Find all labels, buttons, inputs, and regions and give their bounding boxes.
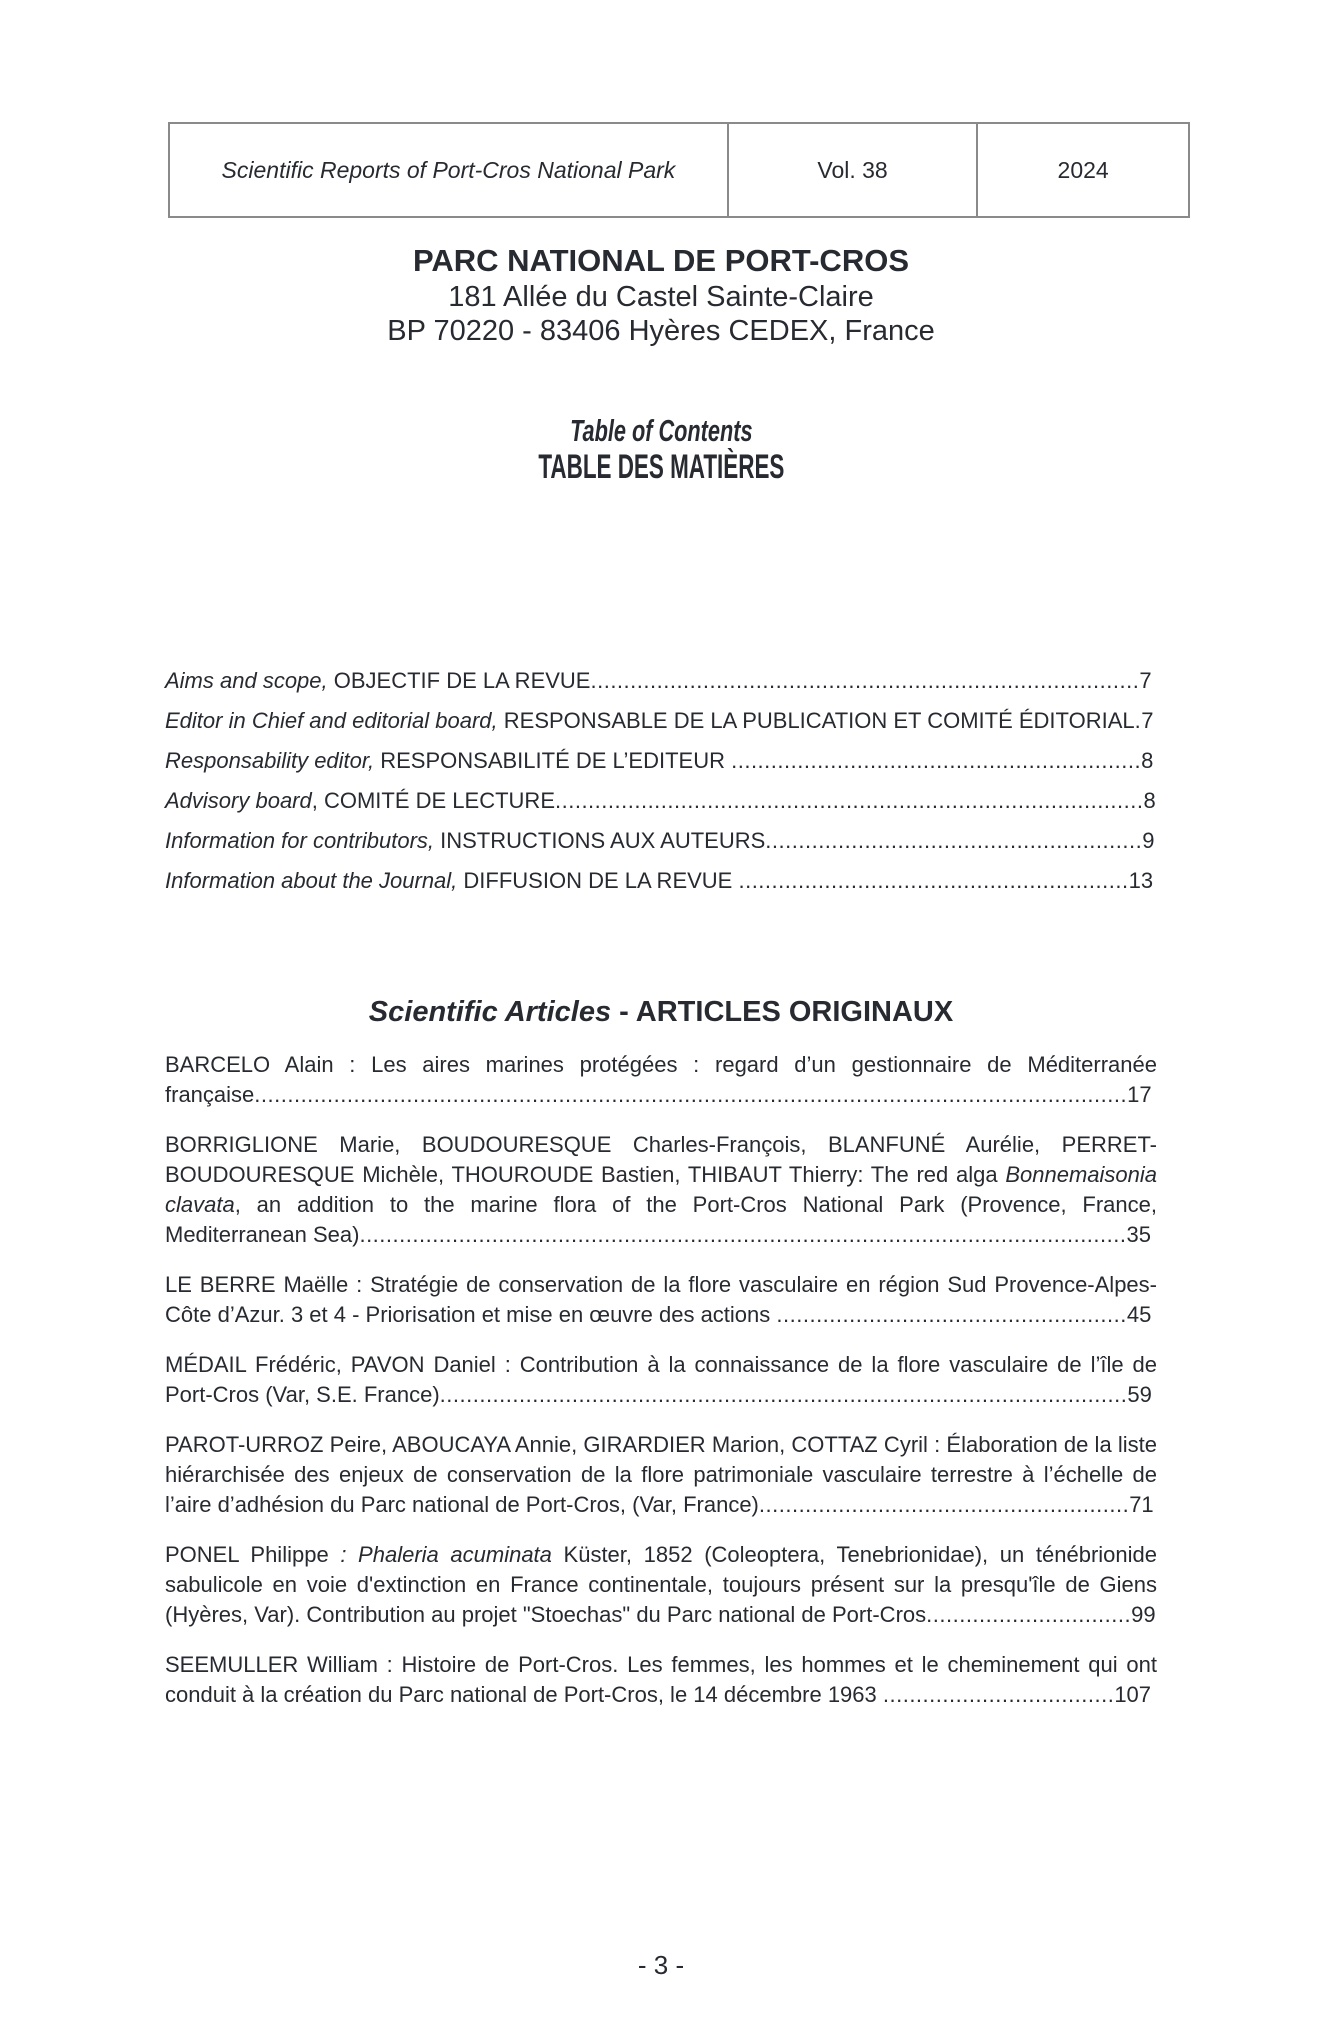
page-ref: 35 [1126,1222,1151,1247]
dot-leader: . [1134,708,1142,733]
article-entry [165,1430,1157,1520]
article-text: Küster, 1852 (Coleoptera, Tenebrionidae), un ténébrionide sabulicole en voie d'extinction en France continentale, toujours présent sur la presqu'île de Giens (Hyères, Var). Contribution au projet "Stoechas" du Parc national de Port-Cros [165,1542,1157,1627]
header-cell-journal [170,124,727,216]
article-entry [165,1540,1157,1630]
toc-entry-italic: Aims and scope, [165,668,328,693]
article-text: SEEMULLER William : Histoire de Port-Cros. Les femmes, les hommes et le cheminement qui ont conduit à la création du Parc national de Port-Cros, le 14 décembre 1963 [165,1652,1157,1707]
page-ref: 9 [1142,828,1155,853]
address-line-1: 181 Allée du Castel Sainte-Claire [448,281,874,313]
toc-entry [165,866,1157,896]
toc-title-en [0,414,1322,448]
toc-entry-caps: INSTRUCTIONS AUX AUTEURS [434,828,766,853]
page-number: - 3 - [637,1950,685,1980]
articles-list [165,1050,1157,1730]
dot-leader: ........................................................... [738,868,1129,893]
article-text: BARCELO Alain : Les aires marines protégées : regard d’un gestionnaire de Méditerranée française [165,1052,1157,1107]
address-line-2: BP 70220 - 83406 Hyères CEDEX, France [387,315,935,347]
article-entry [165,1050,1157,1110]
toc-entry-italic: Responsability editor, [165,748,375,773]
journal-header-table [168,122,1190,218]
articles-heading-sep: - [611,996,636,1028]
articles-heading-en: Scientific Articles [368,996,612,1028]
article-entry [165,1650,1157,1710]
toc-title-fr-text: TABLE DES MATIÈRES [537,448,785,486]
article-text: , an addition to the marine flora of the Port-Cros National Park (Provence, France, Mediterranean Sea) [165,1192,1157,1247]
toc-entry-italic: Information about the Journal, [165,868,458,893]
header-cell-year [976,124,1188,216]
articles-heading-fr: ARTICLES ORIGINAUX [635,996,954,1028]
dot-leader: ................................... [882,1682,1115,1707]
address-block [0,242,1322,348]
journal-title-text: Scientific Reports of Port-Cros National Park [221,156,676,183]
dot-leader: ..................................................... [776,1302,1127,1327]
toc-entry-italic: Information for contributors, [165,828,435,853]
toc-entry [165,706,1157,736]
article-entry [165,1350,1157,1410]
article-text: BORRIGLIONE Marie, BOUDOURESQUE Charles-François, BLANFUNÉ Aurélie, PERRET-BOUDOURESQUE Michèle, THOUROUDE Bastien, THIBAUT Thierry: The red alga [165,1132,1157,1187]
article-text: PAROT-URROZ Peire, ABOUCAYA Annie, GIRARDIER Marion, COTTAZ Cyril : Élaboration de la liste hiérarchisée des enjeux de conservation de la flore patrimoniale vasculaire terrestre à l’échelle de l’aire d’adhésion du Parc national de Port-Cros, (Var, France) [165,1432,1157,1517]
toc-title-fr [0,448,1322,486]
toc-heading [0,414,1322,486]
dot-leader: ............................... [926,1602,1132,1627]
dot-leader: .............................................................. [731,748,1142,773]
front-matter-list [165,666,1157,906]
dot-leader: .................................................................................................................................... [254,1082,1128,1107]
page-ref: 45 [1126,1302,1152,1327]
toc-entry-italic: Advisory board [165,788,312,813]
year-text: 2024 [1057,156,1109,183]
page-ref: 13 [1128,868,1154,893]
page-ref: 8 [1143,788,1156,813]
toc-entry [165,746,1157,776]
page-ref: 17 [1127,1082,1152,1107]
toc-entry-caps: DIFFUSION DE LA REVUE [457,868,739,893]
articles-heading [0,995,1322,1029]
article-italic: : Phaleria acuminata [340,1542,552,1567]
volume-text: Vol. 38 [817,156,888,183]
dot-leader: .................................................................................................................... [359,1222,1127,1247]
toc-title-en-text: Table of Contents [569,413,753,448]
article-italic: Bonnemaisonia clavata [165,1162,1157,1217]
dot-leader: ........................................................................................................ [439,1382,1128,1407]
article-text: MÉDAIL Frédéric, PAVON Daniel : Contribution à la connaissance de la flore vasculaire de l’île de Port-Cros (Var, S.E. France) [165,1352,1157,1407]
dot-leader: ......................................................................................... [555,788,1144,813]
page-ref: 7 [1139,668,1152,693]
dot-leader: ......................................................... [765,828,1143,853]
page-ref: 59 [1127,1382,1152,1407]
header-cell-volume [727,124,976,216]
article-entry [165,1270,1157,1330]
toc-entry-italic: Editor in Chief and editorial board, [165,708,498,733]
article-text: PONEL Philippe [165,1542,341,1567]
page-ref: 71 [1129,1492,1154,1517]
toc-entry [165,666,1157,696]
page-ref: 7 [1141,708,1154,733]
page-ref: 8 [1141,748,1154,773]
article-entry [165,1130,1157,1250]
article-text: LE BERRE Maëlle : Stratégie de conservation de la flore vasculaire en région Sud Provence-Alpes-Côte d’Azur. 3 et 4 - Priorisation et mise en œuvre des actions [165,1272,1157,1327]
toc-entry-caps: OBJECTIF DE LA REVUE [327,668,591,693]
page-ref: 107 [1114,1682,1152,1707]
dot-leader: ................................................................................... [590,668,1140,693]
toc-entry-caps: RESPONSABILITÉ DE L’EDITEUR [374,748,732,773]
dot-leader: ........................................................ [758,1492,1130,1517]
org-title: PARC NATIONAL DE PORT-CROS [412,243,909,278]
toc-entry-caps: RESPONSABLE DE LA PUBLICATION ET COMITÉ ÉDITORIAL [497,708,1135,733]
page-ref: 99 [1131,1602,1156,1627]
toc-entry [165,786,1157,816]
toc-entry-caps: , COMITÉ DE LECTURE [311,788,555,813]
toc-entry [165,826,1157,856]
